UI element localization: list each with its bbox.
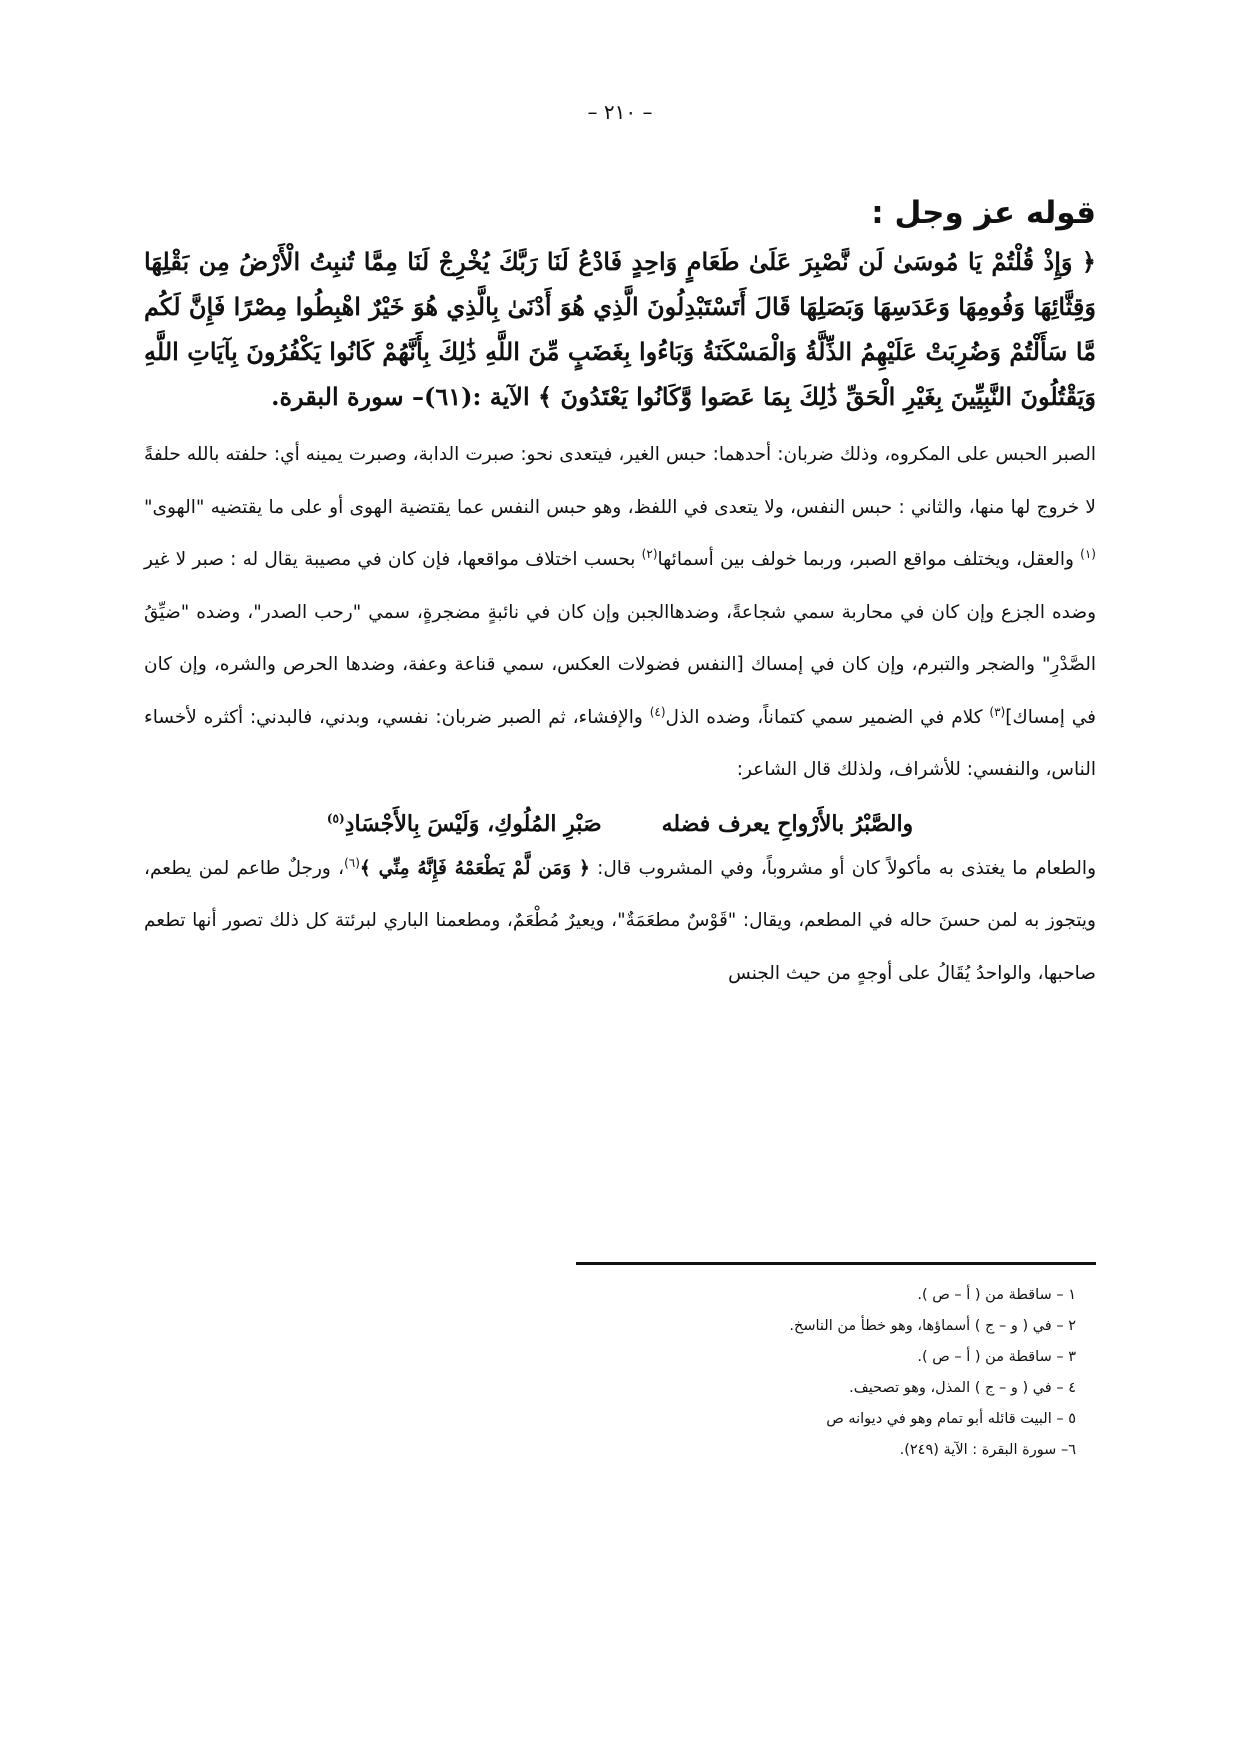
footnote-ref: (٢) [641,546,658,561]
footnote-item: ٦– سورة البقرة : الآية (٢٤٩). [899,1442,1076,1458]
footnote-ref: (٣) [989,704,1006,719]
page-number: – ٢١٠ – [587,100,653,124]
paragraph-text: كلام في الضمير سمي كتماناً، وضده الذل [665,706,990,728]
footnote-ref: (٦) [344,855,360,870]
footnotes [376,1280,1076,1466]
main-text [144,195,1096,1000]
poem-hemistich-2 [327,811,602,837]
quran-verse: ﴿ وَإِذْ قُلْتُمْ يَا مُوسَىٰ لَن نَّصْبِرَ عَلَىٰ طَعَامٍ وَاحِدٍ فَادْعُ لَنَا رَبَّكَ يُخْرِجْ لَنَا مِمَّا تُنبِتُ الْأَرْضُ مِن بَقْلِهَا وَقِثَّائِهَا وَفُومِهَا وَعَدَسِهَا وَبَصَلِهَا قَالَ أَتَسْتَبْدِلُونَ الَّذِي هُوَ أَدْنَىٰ بِالَّذِي هُوَ خَيْرٌ اهْبِطُوا مِصْرًا فَإِنَّ لَكُم مَّا سَأَلْتُمْ وَضُرِبَتْ عَلَيْهِمُ الذِّلَّةُ وَالْمَسْكَنَةُ وَبَاءُوا بِغَضَبٍ مِّنَ اللَّهِ ذَٰلِكَ بِأَنَّهُمْ كَانُوا يَكْفُرُونَ بِآيَاتِ اللَّهِ وَيَقْتُلُونَ النَّبِيِّينَ بِغَيْرِ الْحَقِّ ذَٰلِكَ بِمَا عَصَوا وَّكَانُوا يَعْتَدُونَ ﴾ الآية :(٦١)– سورة البقرة. [144,247,1096,411]
paragraph-text: ، ورجلٌ طاعم لمن يطعم، ويتجوز به لمن حسنَ حاله في المطعم، ويقال: "قَوْسٌ مطعَمَةٌ"، ويعيرٌ مُطْعَمٌ، ومطعمنا الباري لبرئتة كل ذلك تصور أنها تطعم صاحبها، والواحدُ يُقَالُ على أوجهٍ من حيث الجنس [144,857,1096,984]
footnote-item: ٥ – البيت قائله أبو تمام وهو في ديوانه ص [826,1411,1076,1427]
footnote-item: ٤ – في ( و – ج ) المذل، وهو تصحيف. [849,1380,1076,1396]
paragraph-taam [144,843,1096,1001]
poem-hemistich-2-text: صَبْرِ المُلُوكِ، وَلَيْسَ بِالأَجْسَادِ [344,810,602,837]
footnote-ref: (٤) [649,704,666,719]
quran-quote: ﴿ وَمَن لَّمْ يَطْعَمْهُ فَإِنَّهُ مِنِّي ﴾ [359,857,590,879]
paragraph-text: والإفشاء، ثم الصبر ضربان: نفسي، وبدني، فالبدني: أكثره لأخساء الناس، والنفسي: للأشراف، ولذلك قال الشاعر: [144,706,1096,780]
footnote-ref: (١) [1080,546,1096,561]
footnote-item: ١ – ساقطة من ( أ – ص ). [917,1287,1076,1303]
footnote-divider [576,1262,1096,1265]
footnote-item: ٣ – ساقطة من ( أ – ص ). [917,1349,1076,1365]
poem-hemistich-1: والصَّبْرُ بالأَرْواحِ يعرف فضله [661,810,914,837]
footnote-item: ٢ – في ( و – ج ) أسماؤها، وهو خطأ من الناسخ. [789,1318,1076,1334]
footnote-ref: (٥) [326,811,345,826]
section-heading: قوله عز وجل : [871,195,1096,231]
paragraph-text: بحسب اختلاف مواقعها، فإن كان في مصيبة يقال له : صبر لا غير وضده الجزع وإن كان في محاربة سمي شجاعةً، وضدهاالجبن وإن كان في نائبةٍ مضجرةٍ، سمي "رحب الصدر"، وضده "ضيِّقُ الصَّدْرِ" والضجر والتبرم، وإن كان في إمساك [النفس فضولات العكس، سمي قناعة وعفة، وضدها الحرص والشره، وإن كان في إمساك] [144,549,1096,728]
paragraph-text: والعقل، ويختلف مواقع الصبر، وربما خولف بين أسمائها [657,549,1081,570]
paragraph-text: والطعام ما يغتذى به مأكولاً كان أو مشروباً، وفي المشروب قال: [589,857,1097,879]
poem-verse [144,811,1096,837]
paragraph-sabr [144,429,1096,797]
paragraph-text: الصبر الحبس على المكروه، وذلك ضربان: أحدهما: حبس الغير، فيتعدى نحو: صبرت الدابة، وصبرت يمينه أي: حلفته بالله حلفةً لا خروج لها منها، والثاني : حبس النفس، ولا يتعدى في اللفظ، وهو حبس النفس عما يقتضية الهوى أو على ما يقتضيه "الهوى" [144,444,1096,518]
